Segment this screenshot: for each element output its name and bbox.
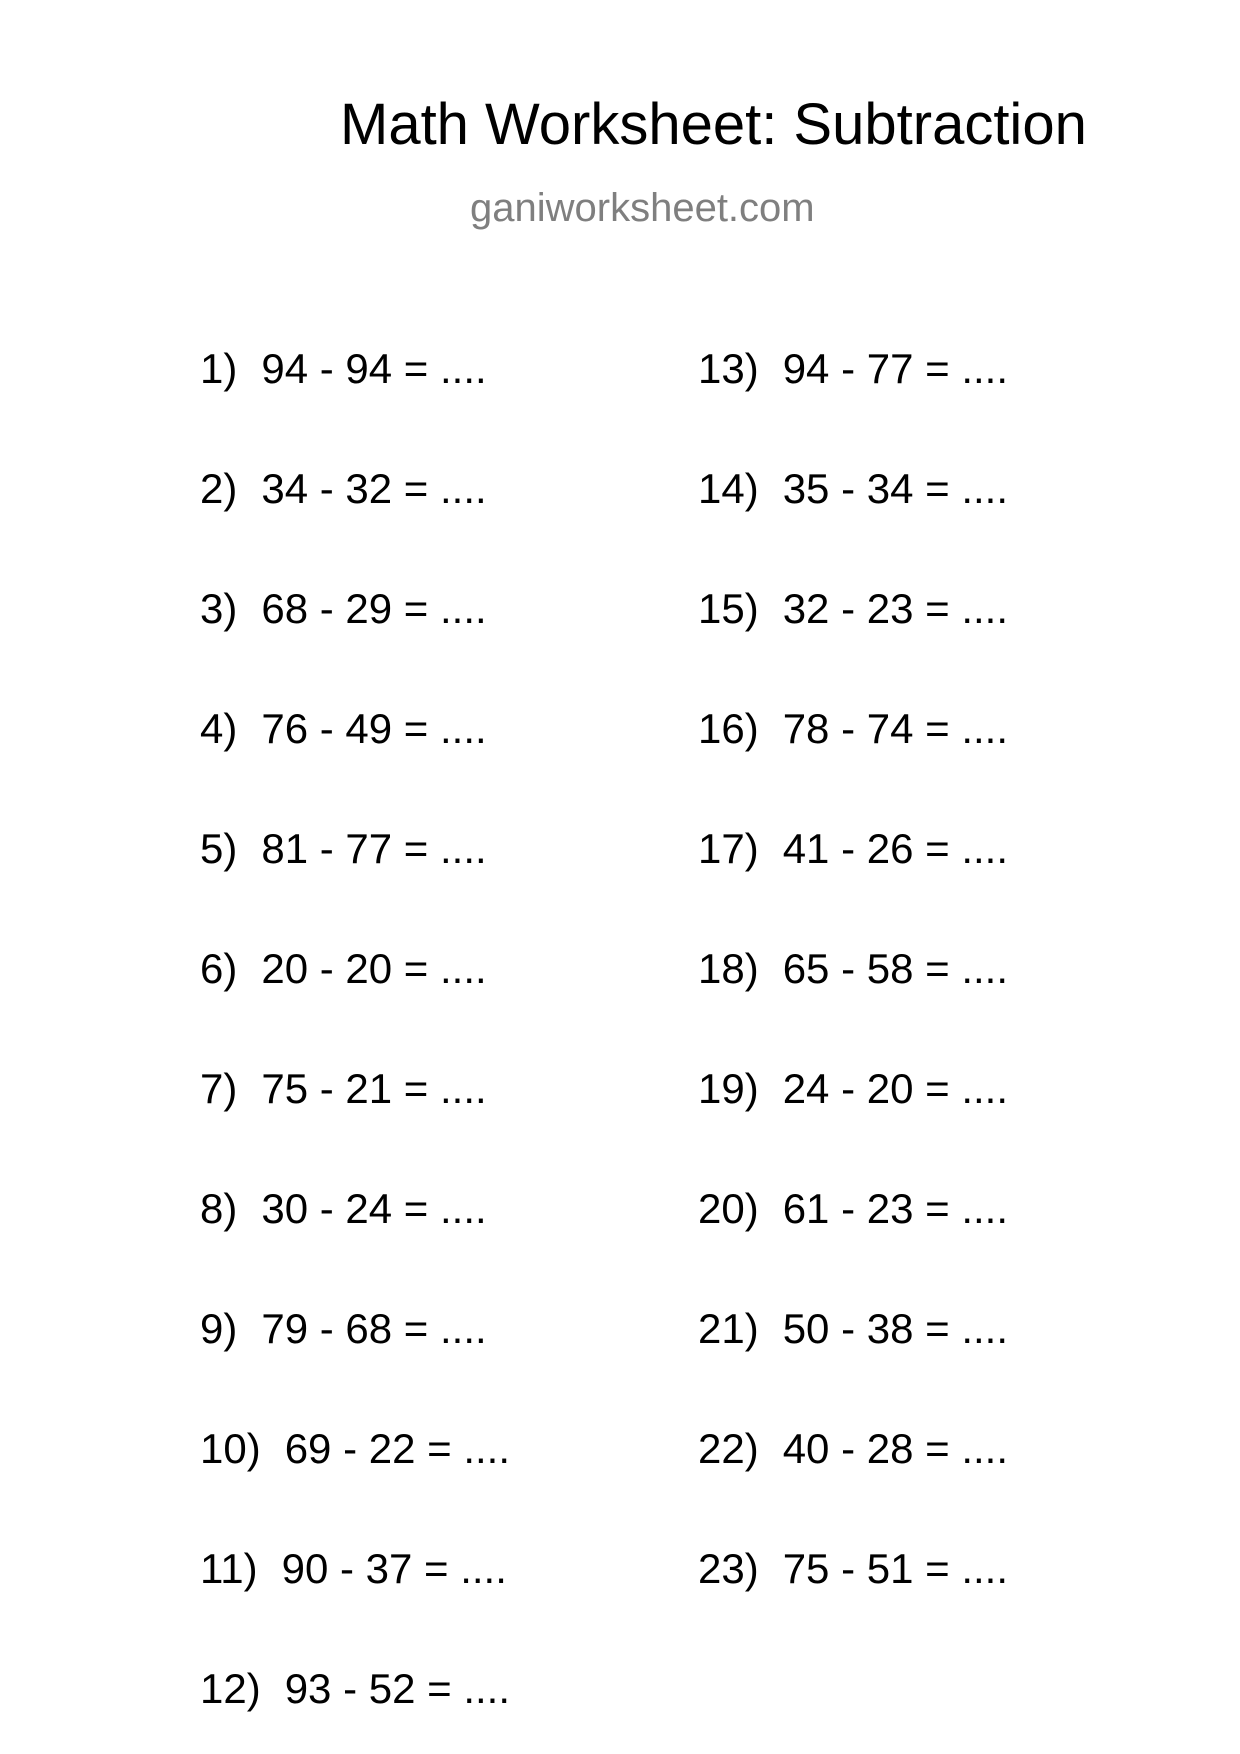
problem-expression: 34 - 32 = .... [261,465,487,512]
worksheet-title: Math Worksheet: Subtraction [340,92,1087,157]
problem-number: 4) [200,705,238,752]
problem-item [698,705,1009,752]
problem-number: 8) [200,1185,238,1232]
problem-item [698,1185,1009,1232]
problem-number: 23) [698,1545,759,1592]
problem-expression: 69 - 22 = .... [284,1425,511,1472]
problem-item [200,465,487,512]
problem-number: 5) [200,825,238,872]
problem-item [200,1665,511,1712]
problem-item [200,1185,487,1232]
problem-item [698,825,1009,872]
problem-number: 22) [698,1425,759,1472]
problem-number: 18) [698,945,759,992]
problem-item [200,1425,511,1472]
problem-item [200,945,487,992]
problem-expression: 76 - 49 = .... [261,705,487,752]
problem-item [698,345,1009,392]
problem-number: 3) [200,585,238,632]
problem-item [698,1425,1009,1472]
problem-expression: 75 - 21 = .... [261,1065,487,1112]
problem-item [200,1545,507,1592]
problem-expression: 40 - 28 = .... [782,1425,1009,1472]
problem-item [698,1305,1009,1352]
problem-expression: 65 - 58 = .... [782,945,1009,992]
problem-item [698,585,1009,632]
problem-number: 14) [698,465,759,512]
problem-expression: 78 - 74 = .... [782,705,1009,752]
problem-expression: 81 - 77 = .... [261,825,487,872]
problem-item [698,465,1009,512]
problem-number: 16) [698,705,759,752]
problem-number: 17) [698,825,759,872]
problem-number: 2) [200,465,238,512]
problem-expression: 30 - 24 = .... [261,1185,487,1232]
problem-item [698,945,1009,992]
problem-number: 13) [698,345,759,392]
problem-expression: 35 - 34 = .... [782,465,1009,512]
problem-expression: 50 - 38 = .... [782,1305,1009,1352]
problem-expression: 79 - 68 = .... [261,1305,487,1352]
problem-expression: 32 - 23 = .... [782,585,1009,632]
problem-expression: 41 - 26 = .... [782,825,1009,872]
problem-item [200,585,487,632]
problem-expression: 94 - 94 = .... [261,345,487,392]
problem-number: 9) [200,1305,238,1352]
problem-expression: 93 - 52 = .... [284,1665,511,1712]
problem-item [698,1545,1009,1592]
problem-expression: 94 - 77 = .... [782,345,1009,392]
problem-expression: 20 - 20 = .... [261,945,487,992]
problem-number: 19) [698,1065,759,1112]
problem-number: 1) [200,345,238,392]
problem-expression: 68 - 29 = .... [261,585,487,632]
problem-item [200,345,487,392]
problem-number: 6) [200,945,238,992]
problem-expression: 61 - 23 = .... [782,1185,1009,1232]
problem-item [200,1065,487,1112]
problem-number: 12) [200,1665,261,1712]
problem-expression: 24 - 20 = .... [782,1065,1009,1112]
problem-item [200,1305,487,1352]
problem-item [200,825,487,872]
worksheet-source: ganiworksheet.com [470,186,815,230]
problem-number: 21) [698,1305,759,1352]
problem-number: 10) [200,1425,261,1472]
problem-number: 7) [200,1065,238,1112]
problem-number: 15) [698,585,759,632]
problem-item [698,1065,1009,1112]
problem-number: 11) [200,1545,258,1592]
problem-expression: 75 - 51 = .... [782,1545,1009,1592]
problem-item [200,705,487,752]
problem-number: 20) [698,1185,759,1232]
problem-expression: 90 - 37 = .... [281,1545,507,1592]
